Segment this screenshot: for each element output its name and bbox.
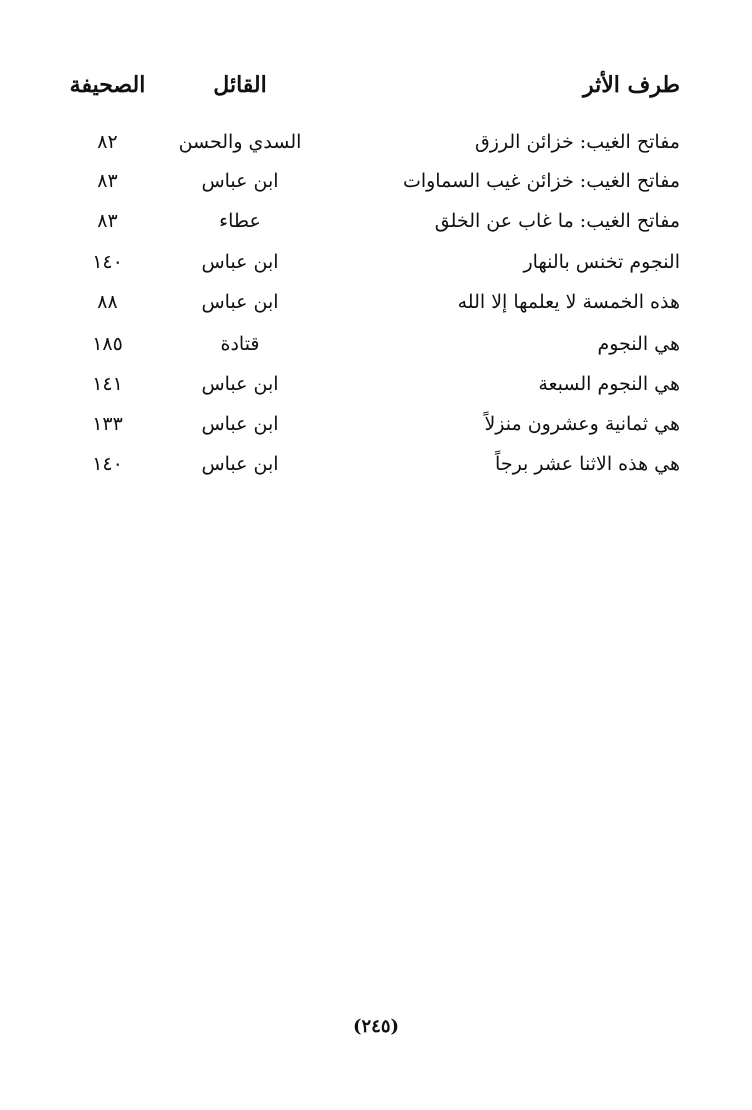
- row-speaker: ابن عباس: [201, 453, 279, 475]
- row-page: ٨٨: [97, 291, 118, 313]
- table-row: [60, 170, 680, 210]
- row-text: هي ثمانية وعشرون منزلاً: [484, 413, 680, 435]
- table-row: [60, 333, 680, 373]
- row-page: ٨٢: [97, 131, 118, 153]
- row-page: ٨٣: [97, 210, 118, 232]
- row-text: مفاتح الغيب: خزائن الرزق: [474, 131, 680, 153]
- table-row: [60, 373, 680, 413]
- column-header-page: الصحيفة: [69, 72, 146, 98]
- row-speaker: ابن عباس: [201, 291, 279, 313]
- row-text: هذه الخمسة لا يعلمها إلا الله: [457, 291, 680, 313]
- row-text: مفاتح الغيب: خزائن غيب السماوات: [402, 170, 680, 192]
- row-text: هي النجوم السبعة: [538, 373, 680, 395]
- table-row: [60, 413, 680, 453]
- row-page: ١٤٠: [92, 453, 123, 475]
- table-row: [60, 251, 680, 291]
- table-row: [60, 453, 680, 493]
- column-header-text: طرف الأثر: [582, 72, 680, 98]
- row-page: ١٨٥: [92, 333, 123, 355]
- table-row: [60, 210, 680, 250]
- row-text: النجوم تخنس بالنهار: [523, 251, 680, 273]
- column-header-speaker: القائل: [213, 72, 267, 98]
- row-page: ٨٣: [97, 170, 118, 192]
- table-header: [60, 72, 680, 112]
- row-page: ١٤٠: [92, 251, 123, 273]
- row-text: هي هذه الاثنا عشر برجاً: [495, 453, 680, 475]
- row-speaker: ابن عباس: [201, 373, 279, 395]
- row-text: هي النجوم: [597, 333, 680, 355]
- row-page: ١٤١: [92, 373, 123, 395]
- row-speaker: قتادة: [220, 333, 260, 355]
- table-row: [60, 131, 680, 171]
- row-speaker: عطاء: [219, 210, 261, 232]
- table-row: [60, 291, 680, 331]
- row-speaker: ابن عباس: [201, 413, 279, 435]
- row-speaker: ابن عباس: [201, 170, 279, 192]
- row-text: مفاتح الغيب: ما غاب عن الخلق: [434, 210, 680, 232]
- row-speaker: السدي والحسن: [178, 131, 302, 153]
- row-page: ١٣٣: [92, 413, 123, 435]
- page-number: (٢٤٥): [352, 1016, 400, 1037]
- row-speaker: ابن عباس: [201, 251, 279, 273]
